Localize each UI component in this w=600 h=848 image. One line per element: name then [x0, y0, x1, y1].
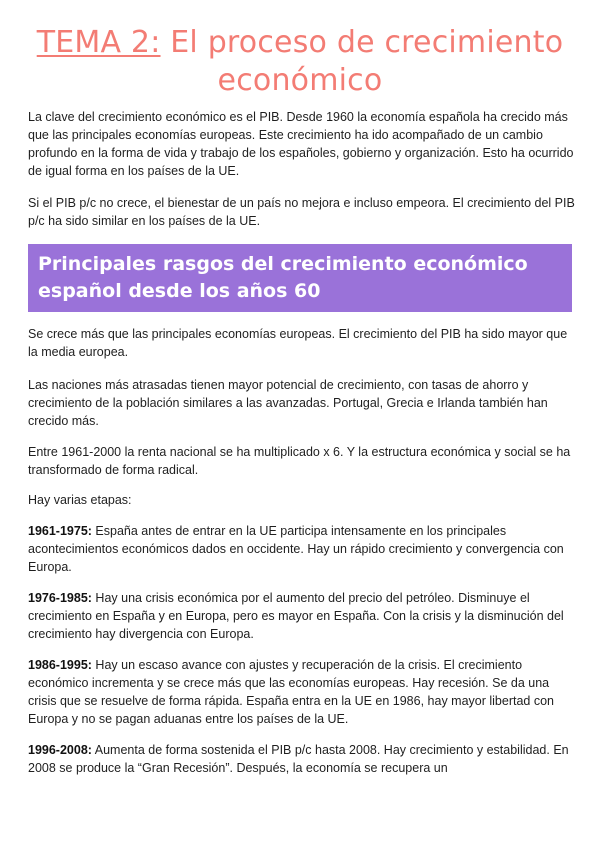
stage-paragraph — [28, 656, 576, 728]
intro-paragraph-1: La clave del crecimiento económico es el PIB. Desde 1960 la economía española ha crecido más que las principales economías europeas. Este crecimiento ha ido acompañado de un cambio profundo en la forma de vida y trabajo de los españoles, gobierno y organización. Esto ha ocurrido de igual forma en los países de la UE. — [28, 110, 574, 178]
stage-text: España antes de entrar en la UE participa intensamente en los principales acontecimientos económicos dados en occidente. Hay un rápido crecimiento y convergencia con Europa. — [28, 524, 564, 574]
section-heading-band — [28, 244, 572, 312]
title-topic-name: El proceso de crecimiento económico — [160, 25, 564, 98]
section-paragraph-1: Se crece más que las principales economías europeas. El crecimiento del PIB ha sido mayor que la media europea. — [28, 327, 568, 359]
stage-period: 1961-1975: — [28, 524, 92, 538]
stage-period: 1986-1995: — [28, 658, 92, 672]
stage-period: 1996-2008: — [28, 743, 92, 757]
stage-paragraph — [28, 589, 576, 643]
section-heading: Principales rasgos del crecimiento económico español desde los años 60 — [38, 253, 528, 302]
section-paragraph-2: Las naciones más atrasadas tienen mayor potencial de crecimiento, con tasas de ahorro y crecimiento de la población similares a las avanzadas. Portugal, Grecia e Irlanda también han crecido más. — [28, 378, 548, 428]
page-title — [20, 24, 580, 100]
section-paragraph-4: Hay varias etapas: — [28, 493, 132, 507]
stage-paragraph — [28, 522, 576, 576]
stage-text: Hay una crisis económica por el aumento del precio del petróleo. Disminuye el crecimiento en España y en Europa, pero es mayor en España. Con la crisis y la disminución del crecimiento hay divergencia con Europa. — [28, 591, 564, 641]
stage-paragraph — [28, 741, 576, 777]
section-paragraph-3: Entre 1961-2000 la renta nacional se ha multiplicado x 6. Y la estructura económica y social se ha transformado de forma radical. — [28, 445, 571, 477]
title-topic-number: TEMA 2: — [36, 25, 161, 60]
stage-text: Hay un escaso avance con ajustes y recuperación de la crisis. El crecimiento económico incrementa y se crece más que las economías europeas. Hay recesión. Se da una crisis que se resuelve de forma rápida. España entra en la UE en 1986, hay mayor libertad con Europa y no se pagan aduanas entre los países de la UE. — [28, 658, 554, 726]
stage-period: 1976-1985: — [28, 591, 92, 605]
intro-paragraph-2: Si el PIB p/c no crece, el bienestar de un país no mejora e incluso empeora. El crecimiento del PIB p/c ha sido similar en los países de la UE. — [28, 196, 575, 228]
stage-text: Aumenta de forma sostenida el PIB p/c hasta 2008. Hay crecimiento y estabilidad. En 2008 se produce la “Gran Recesión”. Después, la economía se recupera un — [28, 743, 569, 775]
